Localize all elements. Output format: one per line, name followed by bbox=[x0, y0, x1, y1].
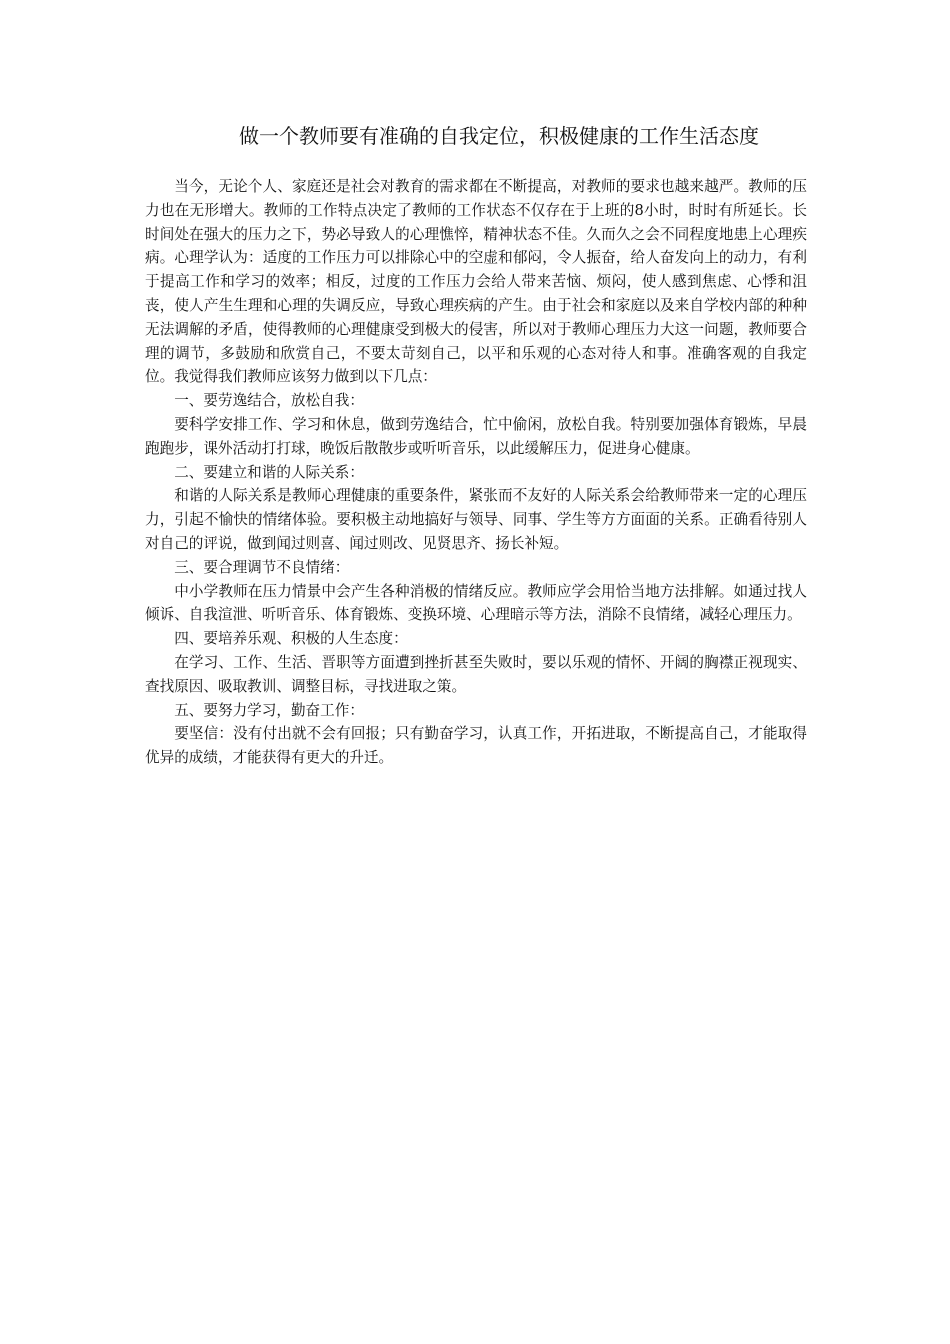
document-title: 做一个教师要有准确的自我定位，积极健康的工作生活态度 bbox=[239, 124, 759, 148]
section-heading-2: 二、要建立和谐的人际关系： bbox=[174, 463, 364, 481]
section-paragraph-4: 在学习、工作、生活、晋职等方面遭到挫折甚至失败时，要以乐观的情怀、开阔的胸襟正视现实、查找原因、吸取教训、调整目标，寻找进取之策。 bbox=[145, 653, 807, 695]
section-heading-3: 三、要合理调节不良情绪： bbox=[174, 558, 350, 576]
section-paragraph-2: 和谐的人际关系是教师心理健康的重要条件，紧张而不友好的人际关系会给教师带来一定的心理压力，引起不愉快的情绪体验。要积极主动地搞好与领导、同事、学生等方方面面的关系。正确看待别人对自己的评说，做到闻过则喜、闻过则改、见贤思齐、扬长补短。 bbox=[145, 487, 807, 552]
section-paragraph-5: 要坚信：没有付出就不会有回报；只有勤奋学习，认真工作，开拓进取，不断提高自己，才能取得优异的成绩，才能获得有更大的升迁。 bbox=[145, 725, 807, 767]
section-heading-4: 四、要培养乐观、积极的人生态度： bbox=[174, 630, 408, 648]
section-paragraph-3: 中小学教师在压力情景中会产生各种消极的情绪反应。教师应学会用恰当地方法排解。如通过找人倾诉、自我渲泄、听听音乐、体育锻炼、变换环境、心理暗示等方法，消除不良情绪，减轻心理压力。 bbox=[145, 582, 807, 624]
section-heading-1: 一、要劳逸结合，放松自我： bbox=[174, 392, 364, 410]
section-paragraph-1: 要科学安排工作、学习和休息，做到劳逸结合，忙中偷闲，放松自我。特别要加强体育锻炼，早晨跑跑步，课外活动打打球，晚饭后散散步或听听音乐，以此缓解压力，促进身心健康。 bbox=[145, 415, 807, 457]
section-heading-5: 五、要努力学习，勤奋工作： bbox=[174, 701, 364, 719]
intro-paragraph: 当今，无论个人、家庭还是社会对教育的需求都在不断提高，对教师的要求也越来越严。教师的压力也在无形增大。教师的工作特点决定了教师的工作状态不仅存在于上班的8小时，时时有所延长。长时间处在强大的压力之下，势必导致人的心理憔悴，精神状态不佳。久而久之会不同程度地患上心理疾病。心理学认为：适度的工作压力可以排除心中的空虚和郁闷，令人振奋，给人奋发向上的动力，有利于提高工作和学习的效率；相反，过度的工作压力会给人带来苦恼、烦闷，使人感到焦虑、心悸和沮丧，使人产生生理和心理的失调反应，导致心理疾病的产生。由于社会和家庭以及来自学校内部的种种无法调解的矛盾，使得教师的心理健康受到极大的侵害，所以对于教师心理压力大这一问题，教师要合理的调节，多鼓励和欣赏自己，不要太苛刻自己，以平和乐观的心态对待人和事。准确客观的自我定位。我觉得我们教师应该努力做到以下几点： bbox=[145, 178, 807, 386]
document-body bbox=[145, 175, 807, 770]
